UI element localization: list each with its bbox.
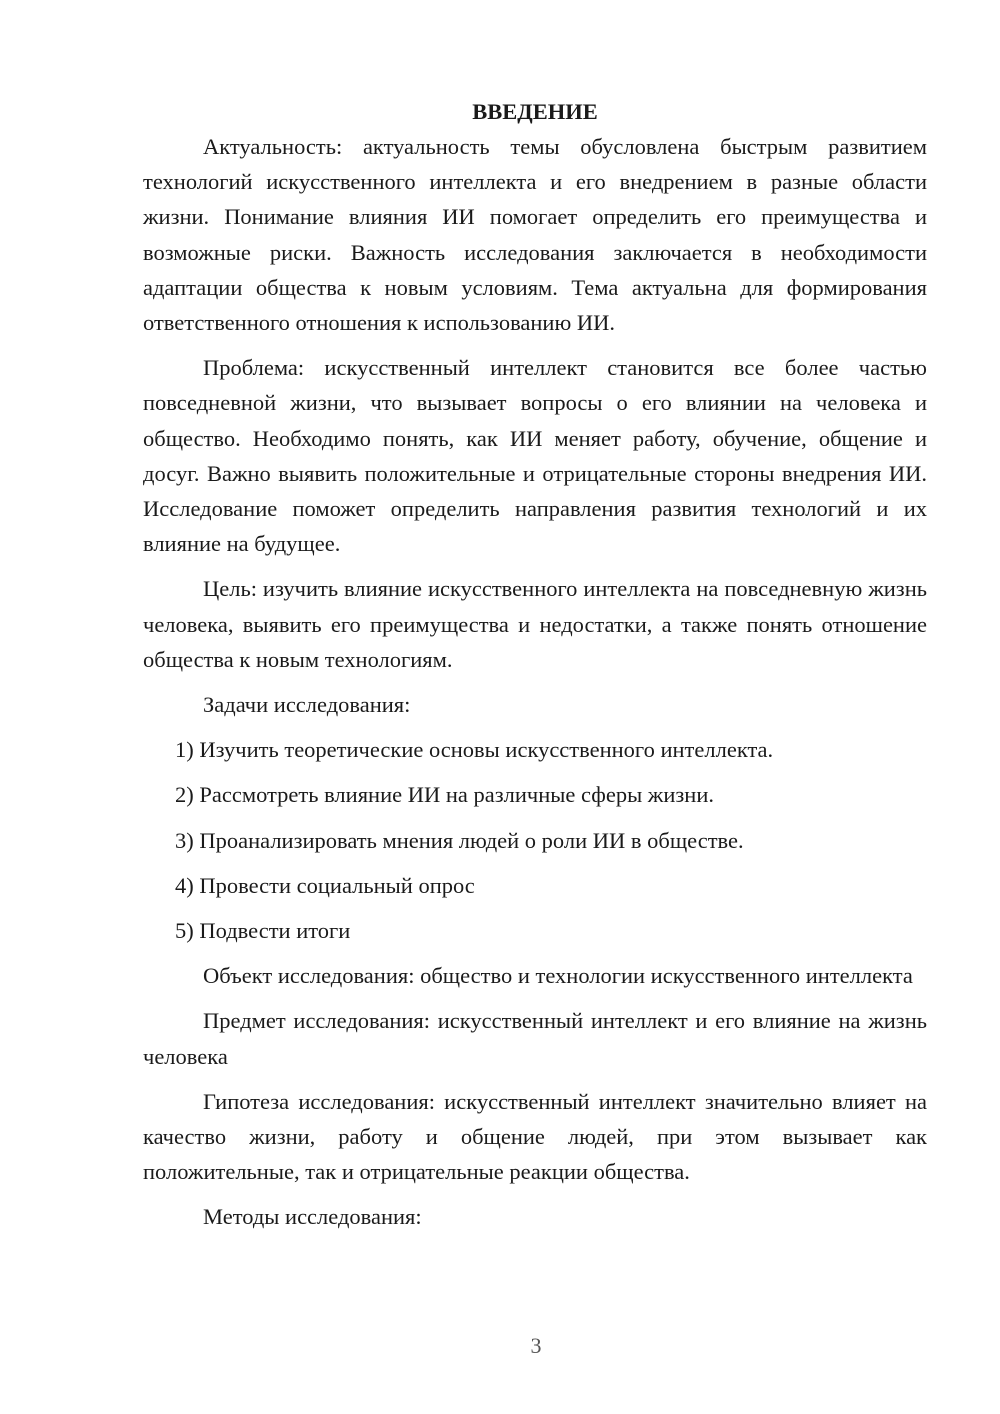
page-content <box>143 94 927 1245</box>
list-item: 3) Проанализировать мнения людей о роли ИИ в обществе. <box>175 827 744 853</box>
subject-paragraph: Предмет исследования: искусственный интеллект и его влияние на жизнь человека <box>143 1008 927 1069</box>
list-item: 1) Изучить теоретические основы искусственного интеллекта. <box>175 737 774 763</box>
list-item: 4) Провести социальный опрос <box>175 872 475 898</box>
methods-title: Методы исследования: <box>203 1204 422 1230</box>
section-heading: ВВЕДЕНИЕ <box>472 99 598 124</box>
list-item: 2) Рассмотреть влияние ИИ на различные сферы жизни. <box>175 782 714 808</box>
object-paragraph: Объект исследования: общество и технологии искусственного интеллекта <box>203 963 913 989</box>
goal-paragraph: Цель: изучить влияние искусственного интеллекта на повседневную жизнь человека, выявить его преимущества и недостатки, а также понять отношение общества к новым технологиям. <box>143 576 927 672</box>
tasks-title: Задачи исследования: <box>203 692 411 718</box>
relevance-paragraph: Актуальность: актуальность темы обусловлена быстрым развитием технологий искусственного интеллекта и его внедрением в разные области жизни. Понимание влияния ИИ помогает определить его преимущества и возможные риски. Важность исследования заключается в необходимости адаптации общества к новым условиям. Тема актуальна для формирования ответственного отношения к использованию ИИ. <box>143 134 927 336</box>
hypothesis-paragraph: Гипотеза исследования: искусственный интеллект значительно влияет на качество жизни, работу и общение людей, при этом вызывает как положительные, так и отрицательные реакции общества. <box>143 1088 927 1185</box>
page-number: 3 <box>530 1333 542 1358</box>
problem-paragraph: Проблема: искусственный интеллект становится все более частью повседневной жизни, что вызывает вопросы о его влиянии на человека и общество. Необходимо понять, как ИИ меняет работу, обучение, общение и досуг. Важно выявить положительные и отрицательные стороны внедрения ИИ. Исследование поможет определить направления развития технологий и их влияние на будущее. <box>143 355 927 557</box>
tasks-list <box>143 732 927 948</box>
list-item: 5) Подвести итоги <box>175 918 351 944</box>
